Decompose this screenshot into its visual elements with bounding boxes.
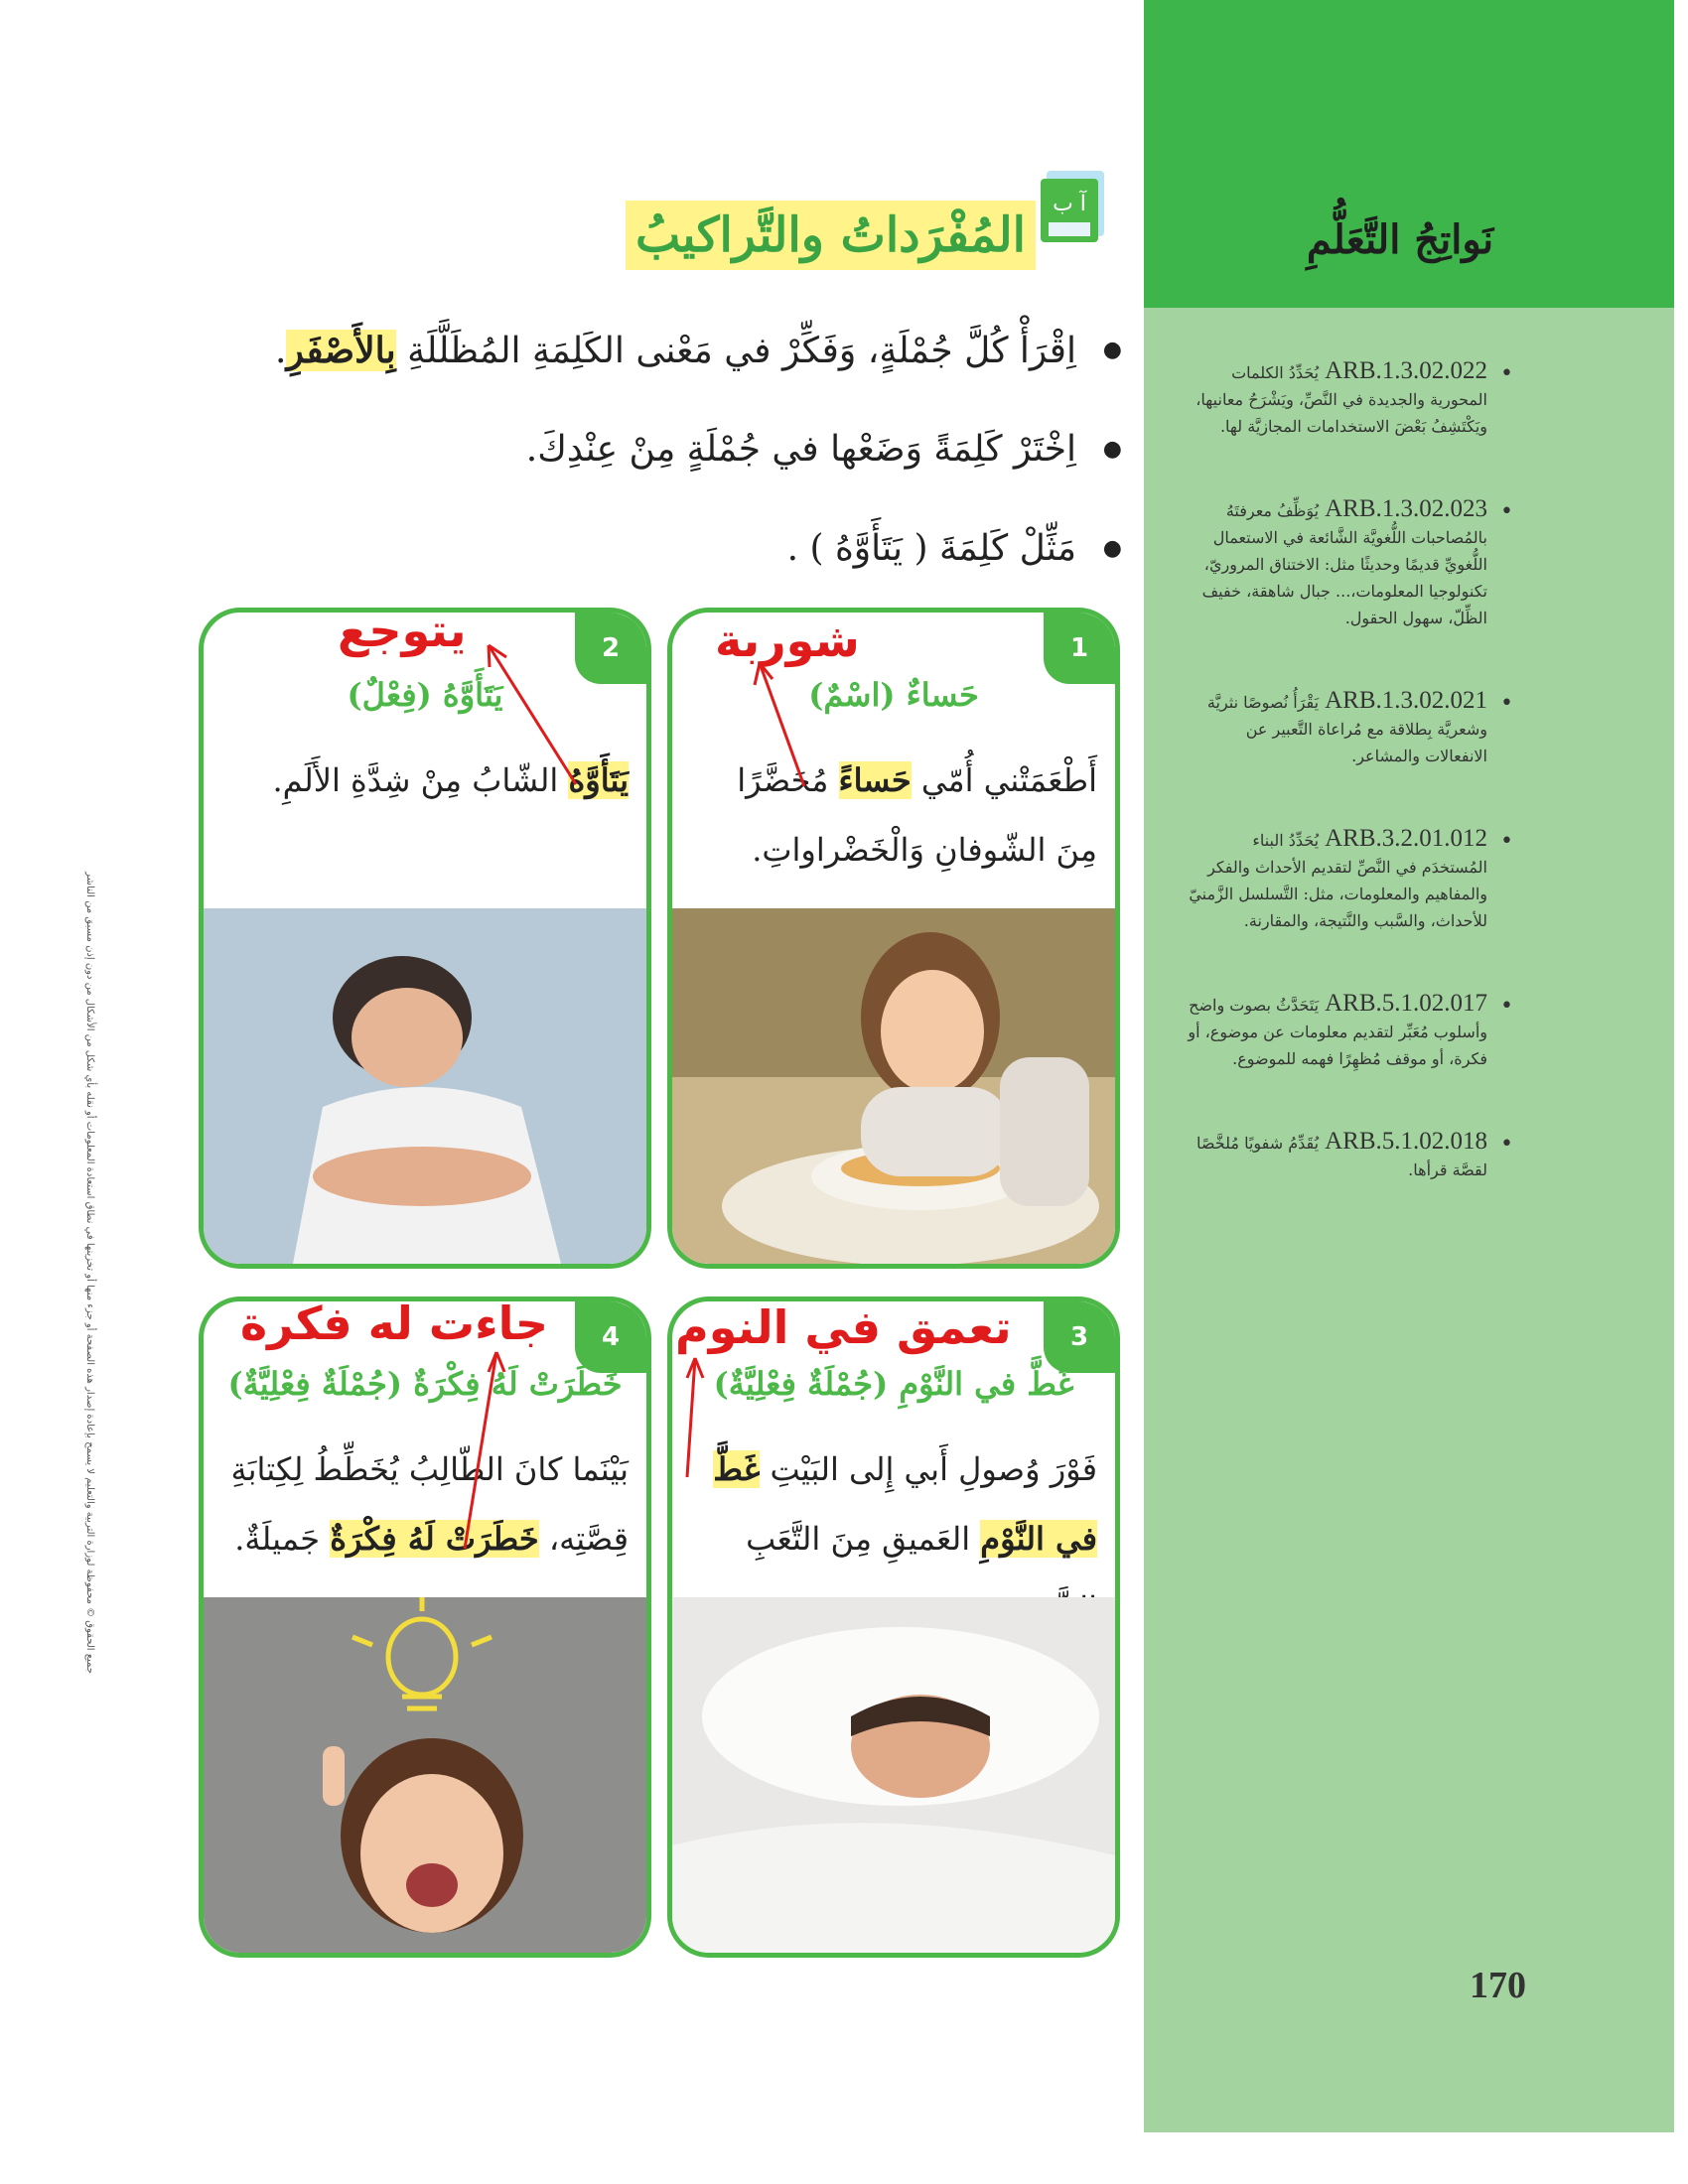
card-number: 4 <box>575 1301 646 1373</box>
outcome-item <box>1184 495 1511 631</box>
card-word: حَساءٌ (اسْمٌ) <box>808 676 979 714</box>
outcome-item <box>1184 825 1511 934</box>
outcome-code: ARB.1.3.02.022 <box>1325 357 1487 384</box>
sentence-end: الشّابُ مِنْ شِدَّةِ الأَلَمِ. <box>272 761 569 799</box>
sentence-highlight: خَطَرَتْ لَهُ فِكْرَةٌ <box>330 1520 539 1558</box>
outcome-item <box>1184 687 1511 769</box>
outcome-item <box>1184 990 1511 1072</box>
outcome-text: يُحَدِّدُ الكلمات المحورية والجديدة في النَّصِّ، ويَشْرَحُ معانيها، ويَكْتَشِفُ بَعْضَ الاستخدامات المجازيَّة لها. <box>1196 363 1487 436</box>
icon-letters: آ ب <box>1053 192 1086 216</box>
card-number: 1 <box>1044 613 1115 684</box>
page-number: 170 <box>1470 1965 1526 2006</box>
outcome-text: يَقْرَأُ نُصوصًا نثريَّة وشعريَّة بِطلاقة مع مُراعاة التَّعبير عن الانفعالات والمشاعر. <box>1206 693 1487 765</box>
young-man-in-pain-photo <box>204 908 646 1264</box>
annotation-soup: شوربة <box>715 614 860 667</box>
outcome-text: يُحَدِّدُ البناء المُستخدَم في النَّصِّ لتقديم الأحداث والفكر والمفاهيم والمعلومات، مثل: التَّسلسل الزَّمنيّ للأحداث، والسَّبب والنَّتيجة، والمقارنة. <box>1189 831 1487 930</box>
outcome-item <box>1184 1128 1511 1183</box>
sentence-highlight: غَطَّ في النَّوْمِ <box>713 1450 1097 1558</box>
card-sentence <box>221 746 629 815</box>
outcome-text: يَتَحَدَّثُ بصوت واضح وأسلوب مُعَبِّر لتقديم معلومات عن موضوع، أو فكرة، أو موقف مُظهِرًا فهمه للموضوع. <box>1188 996 1487 1068</box>
outcome-item <box>1184 357 1511 440</box>
annotation-sleep: تعمق في النوم <box>675 1300 1012 1354</box>
section-title: المُفْرَداتُ والتَّراكيبُ <box>626 201 1036 270</box>
instruction-text: اِخْتَرْ كَلِمَةً وَضَعْها في جُمْلَةٍ مِنْ عِنْدِكَ. <box>525 429 1076 470</box>
outcome-text: يُقَدِّمُ شفويًا مُلخَّصًا لقصَّة قرأها. <box>1196 1134 1487 1179</box>
card-word: يَتَأَوَّهُ (فِعْلٌ) <box>347 676 503 714</box>
instruction-item <box>228 316 1122 415</box>
sentence-highlight: حَساءً <box>838 761 912 799</box>
annotation-groan: يتوجع <box>338 604 467 657</box>
outcome-code: ARB.5.1.02.018 <box>1325 1128 1487 1155</box>
girl-eating-soup-photo <box>672 908 1115 1264</box>
card-word: خَطَرَتْ لَهُ فِكْرَةٌ (جُمْلَةٌ فِعْلِيَّةٌ) <box>227 1365 623 1403</box>
instruction-end: . <box>275 331 287 371</box>
vocab-card-groan <box>199 608 651 1269</box>
sentence-start: بَيْنَما كانَ الطّالِبُ يُخَطِّطُ لِكِتابَةِ قِصَّتِه، <box>230 1450 629 1558</box>
sentence-start: أَطْعَمَتْني أُمّي <box>911 761 1097 799</box>
vocab-card-sleep <box>667 1297 1120 1958</box>
man-sleeping-photo <box>672 1597 1115 1953</box>
vocab-card-idea <box>199 1297 651 1958</box>
vocabulary-book-icon <box>1037 167 1112 246</box>
sidebar-title: نَواتِجُ التَّعَلُّمِ <box>1306 216 1494 263</box>
sentence-start: فَوْرَ وُصولِ أَبي إِلى البَيْتِ <box>760 1450 1097 1488</box>
outcome-text: يُوَظِّفُ معرفتَهُ بالمُصاحبات اللُّغويَّة الشَّائعة في الاستعمال اللُّغويِّ قديمًا وحديثًا مثل: الاختناق المروريّ، تكنولوجيا المعلومات،... جبال شاهقة، خفيف الظِّلّ، سهول الحقول. <box>1201 501 1487 627</box>
child-with-idea-photo <box>204 1597 646 1953</box>
outcome-code: ARB.1.3.02.023 <box>1325 495 1487 522</box>
card-number: 3 <box>1044 1301 1115 1373</box>
learning-outcomes-list <box>1184 357 1511 1239</box>
instruction-item <box>228 514 1122 614</box>
instruction-text: مَثِّلْ كَلِمَةَ ( يَتَأَوَّهُ ) . <box>786 528 1076 569</box>
sentence-end: مُحَضَّرًا مِنَ الشّوفانِ وَالْخَضْراواتِ. <box>737 761 1097 869</box>
sentence-highlight: يَتَأَوَّهُ <box>568 761 629 799</box>
instruction-highlight: بِالأَصْفَرِ <box>286 330 396 371</box>
sentence-end: العَميقِ مِنَ التَّعَبِ <box>746 1520 971 1558</box>
outcome-code: ARB.3.2.01.012 <box>1325 825 1487 852</box>
outcome-code: ARB.5.1.02.017 <box>1325 990 1487 1017</box>
copyright-notice: جميع الحقوق © محفوظة لوزارة التربية والتعليم لا يسمح بإعادة إصدار هذه الصفحة أو جزء منها أو تخزينها في نطاق استعادة المعلومات أو نقله بأي شكل من الأشكال من دون إذن مسبق من الناشر <box>84 872 95 1674</box>
card-number: 2 <box>575 613 646 684</box>
outcome-code: ARB.1.3.02.021 <box>1325 687 1487 714</box>
card-sentence <box>221 1434 629 1573</box>
card-sentence <box>690 746 1097 885</box>
instructions-list <box>228 316 1122 614</box>
annotation-idea: جاءت له فكرة <box>240 1297 549 1350</box>
card-word: غَطَّ في النَّوْمِ (جُمْلَةٌ فِعْلِيَّةٌ) <box>713 1365 1074 1403</box>
vocab-card-soup <box>667 608 1120 1269</box>
instruction-item <box>228 415 1122 514</box>
sentence-end: جَميلَةٌ. <box>234 1520 331 1558</box>
instruction-text: اِقْرَأْ كُلَّ جُمْلَةٍ، وَفَكِّرْ في مَعْنى الكَلِمَةِ المُظَلَّلَةِ <box>395 331 1076 371</box>
